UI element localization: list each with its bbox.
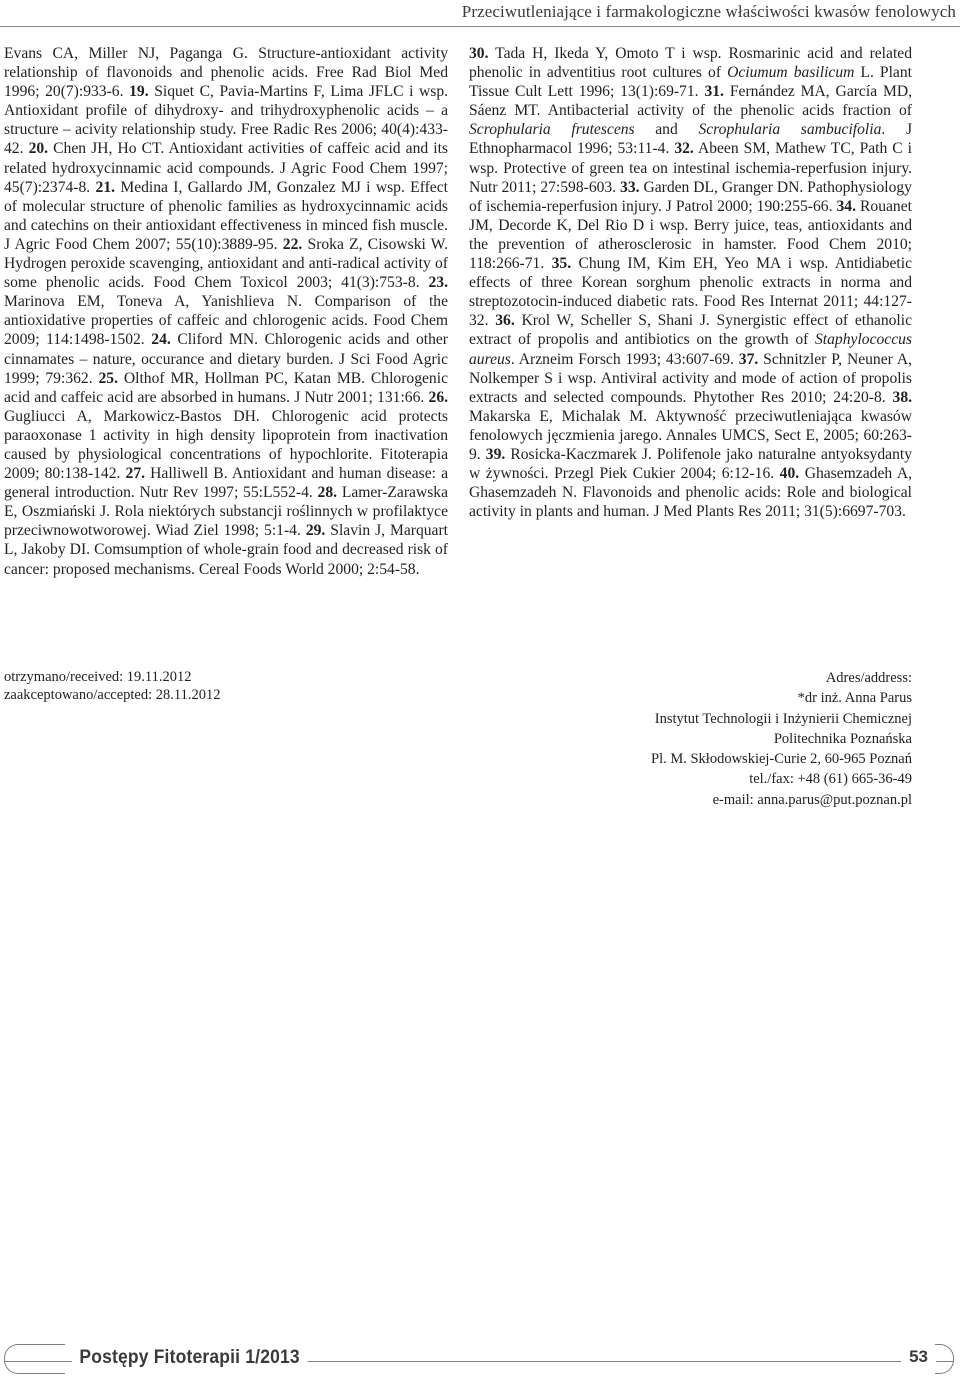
references-right-column xyxy=(469,44,912,521)
reference-item: 25. Olthof MR, Hollman PC, Katan MB. Chlorogenic acid and caffeic acid are absorbed in humans. J Nutr 2001; 131:66. xyxy=(4,369,448,406)
journal-name: Postępy Fitoterapii 1/2013 xyxy=(72,1347,307,1369)
reference-item: 24. Cliford MN. Chlorogenic acids and other cinnamates – nature, occurance and dietary burden. J Sci Food Agric 1999; 79:362. xyxy=(4,331,448,387)
running-header: Przeciwutleniające i farmakologiczne właściwości kwasów fenolowych xyxy=(461,2,956,21)
author-name: *dr inż. Anna Parus xyxy=(797,690,912,707)
reference-item: 39. Rosicka-Kaczmarek J. Polifenole jako naturalne antyoksydanty w żywności. Przegl Piek Cukier 2004; 6:12-16. xyxy=(469,445,912,483)
page-footer xyxy=(4,1344,954,1374)
reference-item: 30. Tada H, Ikeda Y, Omoto T i wsp. Rosmarinic acid and related phenolic in adventitius root cultures of Ociumum basilicum L. Plant Tissue Cult Lett 1996; 13(1):69-71. xyxy=(469,45,912,101)
footer-bracket-right xyxy=(935,1344,954,1374)
received-line: otrzymano/received: 19.11.2012 xyxy=(4,669,192,685)
reference-item: 26. Gugliucci A, Markowicz-Bastos DH. Chlorogenic acid protects paraoxonase 1 activity in high density lipoprotein from inactivation caused by physiological concentrations of hypochlorite. Fitoterapia 2009; 80:138-142. xyxy=(4,388,449,483)
reference-item: 21. Medina I, Gallardo JM, Gonzalez MJ i wsp. Effect of molecular structure of phenolic families as hydroxycinnamic acids and catechins on their antioxidant effectiveness in minced fish muscle. J Agric Food Chem 2007; 55(10):3889-95. xyxy=(4,178,448,253)
reference-item: 20. Chen JH, Ho CT. Antioxidant activities of caffeic acid and its related hydroxycinnamic acid compounds. J Agric Food Chem 1997; 45(7):2374-8. xyxy=(4,140,448,196)
reference-item: 23. Marinova EM, Toneva A, Yanishlieva N. Comparison of the antioxidative properties of caffeic and chlorogenic acids. Food Chem 2009; 114:1498-1502. xyxy=(4,274,448,349)
reference-item: 33. Garden DL, Granger DN. Pathophysiology of ischemia-reperfusion injury. J Patrol 2000; 190:255-66. xyxy=(469,178,912,215)
reference-item: 38. Makarska E, Michalak M. Aktywność przeciwutleniająca kwasów fenolowych jęczmienia jarego. Annales UMCS, Sect E, 2005; 60:263-9. xyxy=(469,388,913,463)
reference-item: 40. Ghasemzadeh A, Ghasemzadeh N. Flavonoids and phenolic acids: Role and biological activity in plants and human. J Med Plants Res 2011; 31(5):6697-703. xyxy=(469,465,912,521)
reference-item: 22. Sroka Z, Cisowski W. Hydrogen peroxide scavenging, antioxidant and anti-radical activity of some phenolic acids. Food Chem Toxicol 2003; 41(3):753-8. xyxy=(4,235,448,292)
institute-name: Instytut Technologii i Inżynierii Chemicznej xyxy=(654,710,912,727)
correspondence-address xyxy=(651,668,912,810)
reference-item: 31. Fernández MA, García MD, Sáenz MT. Antibacterial activity of the phenolic acids fraction of Scrophularia frutescens and Scrophularia sambucifolia. J Ethnopharmacol 1996; 53:11-4. xyxy=(469,83,913,158)
street-address: Pl. M. Skłodowskiej-Curie 2, 60-965 Poznań xyxy=(651,751,912,768)
reference-item: 36. Krol W, Scheller S, Shani J. Synergistic effect of ethanolic extract of propolis and antibiotics on the growth of Staphylococcus aureus. Arzneim Forsch 1993; 43:607-69. xyxy=(469,312,913,368)
reference-item: 29. Slavin J, Marquart L, Jakoby DI. Comsumption of whole-grain food and decreased risk of cancer: proposed mechanisms. Cereal Foods World 2000; 2:54-58. xyxy=(4,522,449,578)
reference-item: 37. Schnitzler P, Neuner A, Nolkemper S i wsp. Antiviral activity and mode of action of propolis extracts and selected compounds. Phytother Res 2010; 24:20-8. xyxy=(469,350,912,406)
phone-fax: tel./fax: +48 (61) 665-36-49 xyxy=(749,771,912,788)
references-left-column xyxy=(4,44,448,579)
address-label: Adres/address: xyxy=(825,670,912,686)
page-number: 53 xyxy=(901,1347,936,1367)
received-dates xyxy=(4,668,220,704)
reference-item: 28. Lamer-Zarawska E, Oszmiański J. Rola niektórych substancji roślinnych w profilaktyce przeciwnowotworowej. Wiad Ziel 1998; 5:1-4. xyxy=(4,484,448,540)
university-name: Politechnika Poznańska xyxy=(773,730,912,747)
header-rule xyxy=(0,26,960,27)
footer-bracket-left xyxy=(4,1344,65,1374)
reference-item: 34. Rouanet JM, Decorde K, Del Rio D i wsp. Berry juice, teas, antioxidants and the prevention of atherosclerosic in hamster. Food Chem 2010; 118:266-71. xyxy=(469,197,912,273)
reference-item: 19. Siquet C, Pavia-Martins F, Lima JFLC i wsp. Antioxidant profile of dihydroxy- and trihydroxyphenolic acids – a structure – acivity relationship study. Free Radic Res 2006; 40(4):433-42. xyxy=(4,83,449,158)
accepted-line: zaakceptowano/accepted: 28.11.2012 xyxy=(4,687,221,703)
reference-item: Evans CA, Miller NJ, Paganga G. Structure-antioxidant activity relationship of flavonoids and phenolic acids. Free Rad Biol Med 1996; 20(7):933-6. xyxy=(4,45,448,101)
reference-item: 32. Abeen SM, Mathew TC, Path C i wsp. Protective of green tea on intestinal ischemia-reperfusion injury. Nutr 2011; 27:598-603. xyxy=(469,140,912,196)
email-address: e-mail: anna.parus@put.poznan.pl xyxy=(712,791,912,808)
reference-item: 35. Chung IM, Kim EH, Yeo MA i wsp. Antidiabetic effects of three Korean sorghum phenolic extracts in norma and streptozotocin-induced diabetic rats. Food Res Internat 2011; 44:127-32. xyxy=(469,255,913,330)
reference-item: 27. Halliwell B. Antioxidant and human disease: a general introduction. Nutr Rev 1997; 55:L552-4. xyxy=(4,465,448,502)
